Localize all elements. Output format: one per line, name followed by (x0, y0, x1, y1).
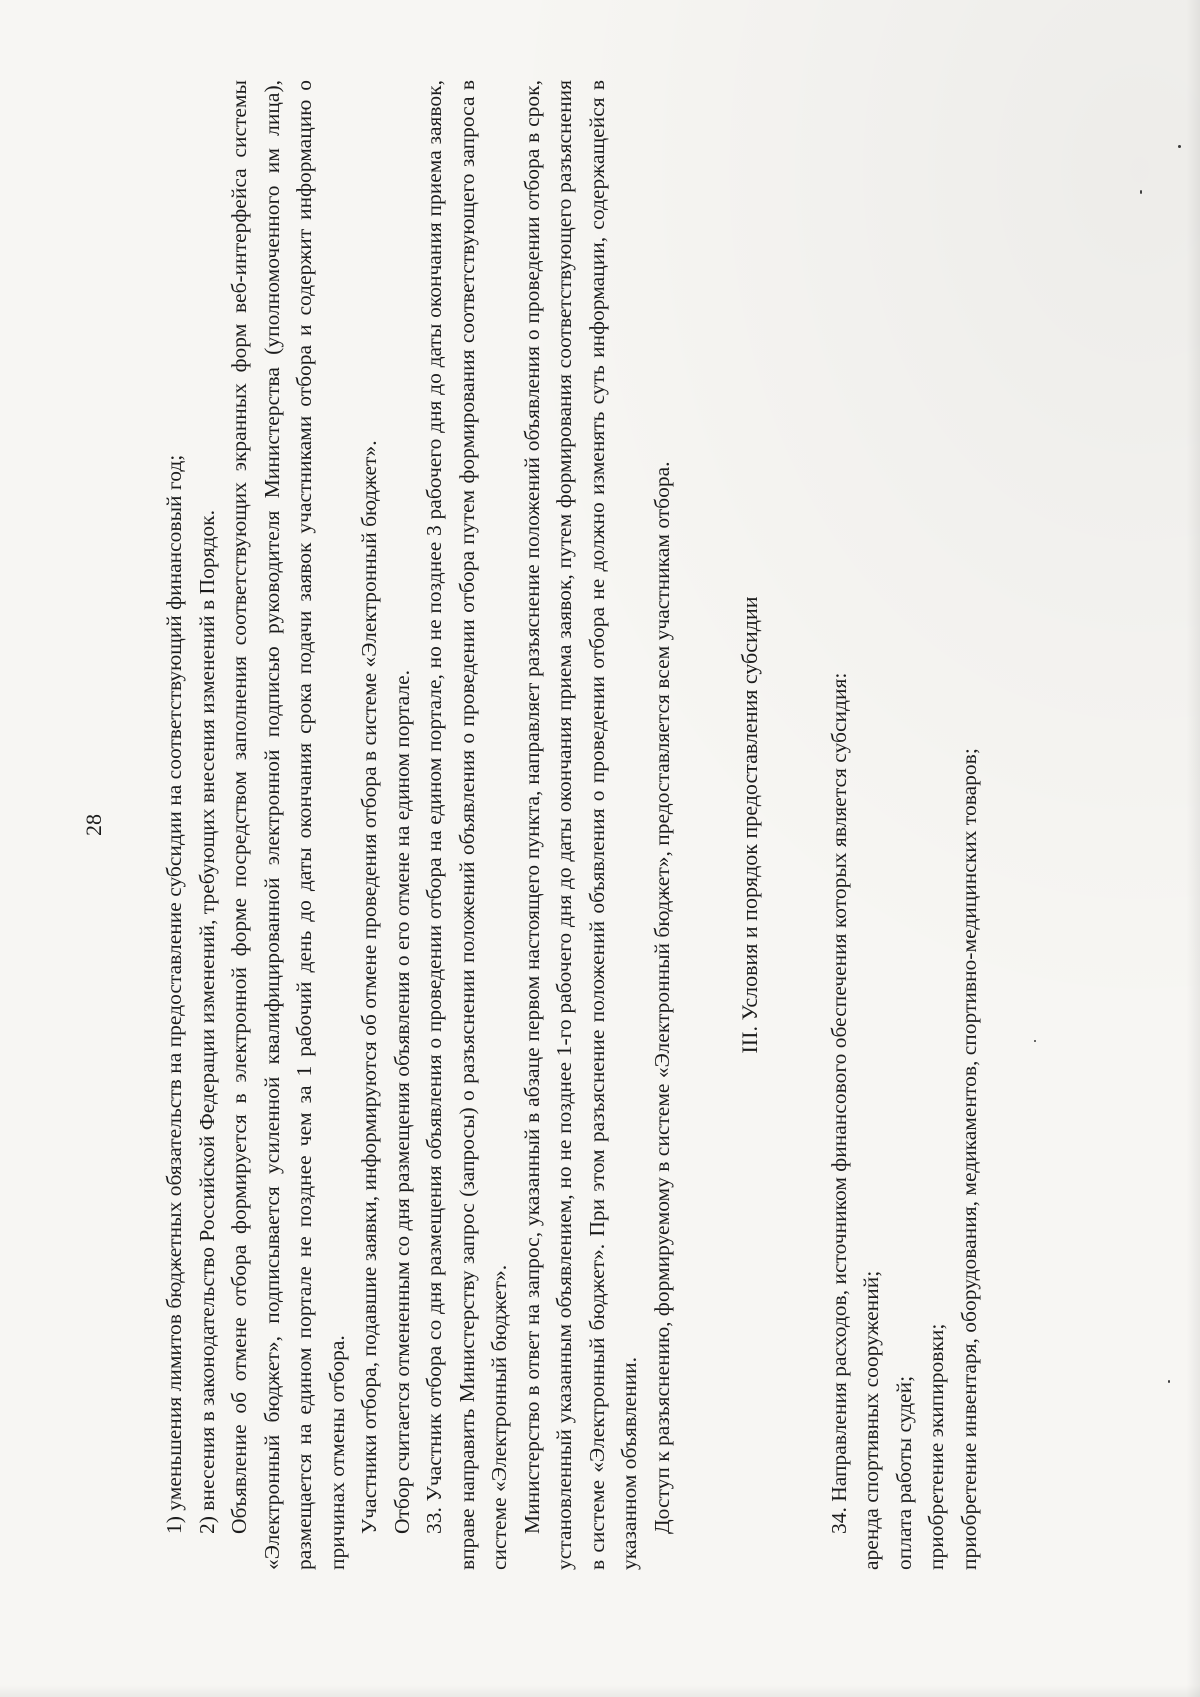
paragraph-8: Доступ к разъяснению, формируемому в системе «Электронный бюджет», предоставляется всем участникам отбора. (649, 461, 674, 1534)
paragraph-1: 1) уменьшения лимитов бюджетных обязательств на предоставление субсидии на соответствующий финансовый год; (162, 454, 186, 1534)
paragraph-5: Отбор считается отмененным со дня размещения объявления о его отмене на едином портале. (389, 669, 414, 1534)
section-heading: III. Условия и порядок предоставления субсидии (737, 596, 762, 1054)
scan-speck (1178, 145, 1181, 148)
paragraph-4: Участники отбора, подавшие заявки, информируются об отмене проведения отбора в системе «Электронный бюджет». (357, 440, 381, 1534)
paragraph-3: Объявление об отмене отбора формируется в электронной форме посредством заполнения соответствующих экранных форм веб-интерфейса системы «Электронный бюджет», подписывается усиленной квалифицированной электронной подписью руководителя Министерства (уполномоченного им лица), размещается на едином портале не позднее чем за 1 рабочий день до даты окончания срока подачи заявок участниками отбора и содержит информацию о причинах отмены отбора. (227, 80, 349, 1570)
spacer (678, 80, 716, 1570)
paragraph-6: 33. Участник отбора со дня размещения объявления о проведении отбора на едином портале, но не позднее 3 рабочего дня до даты окончания приема заявок, вправе направить Министерству запрос (запросы) о разъяснении положений объявления о проведении отбора путем формирования соответствующего запроса в системе «Электронный бюджет». (422, 80, 511, 1570)
item-34-list-item: приобретение инвентаря, оборудования, медикаментов, спортивно-медицинских товаров; (956, 748, 981, 1570)
page-number: 28 (81, 814, 106, 836)
item-34-list-item: приобретение экипировки; (924, 1323, 948, 1570)
scan-speck (1168, 1380, 1170, 1383)
paragraph-2: 2) внесения в законодательство Российской Федерации изменений, требующих внесения изменений в Порядок. (194, 510, 219, 1534)
item-34-intro: 34. Направления расходов, источником финансового обеспечения которых является субсидия: (826, 672, 851, 1534)
paragraph-7: Министерство в ответ на запрос, указанный в абзаце первом настоящего пункта, направляет разъяснение положений объявления о проведении отбора в срок, установленный указанным объявлением, но не позднее 1-го рабочего дня до даты окончания приема заявок, путем формирования соответствующего разъяснения в системе «Электронный бюджет». При этом разъяснение положений объявления о проведении отбора не должно изменять суть информации, содержащейся в указанном объявлении. (519, 80, 641, 1570)
rotated-page-content (81, 80, 981, 1570)
item-34-list-item: оплата работы судей; (891, 1375, 916, 1570)
item-34-list-item: аренда спортивных сооружений; (859, 1270, 883, 1570)
scan-speck (1140, 190, 1142, 194)
scan-shadow-right (1186, 0, 1200, 1697)
scan-shadow-bottom (0, 1685, 1200, 1697)
scan-speck (1034, 1040, 1036, 1042)
spacer (785, 80, 823, 1570)
